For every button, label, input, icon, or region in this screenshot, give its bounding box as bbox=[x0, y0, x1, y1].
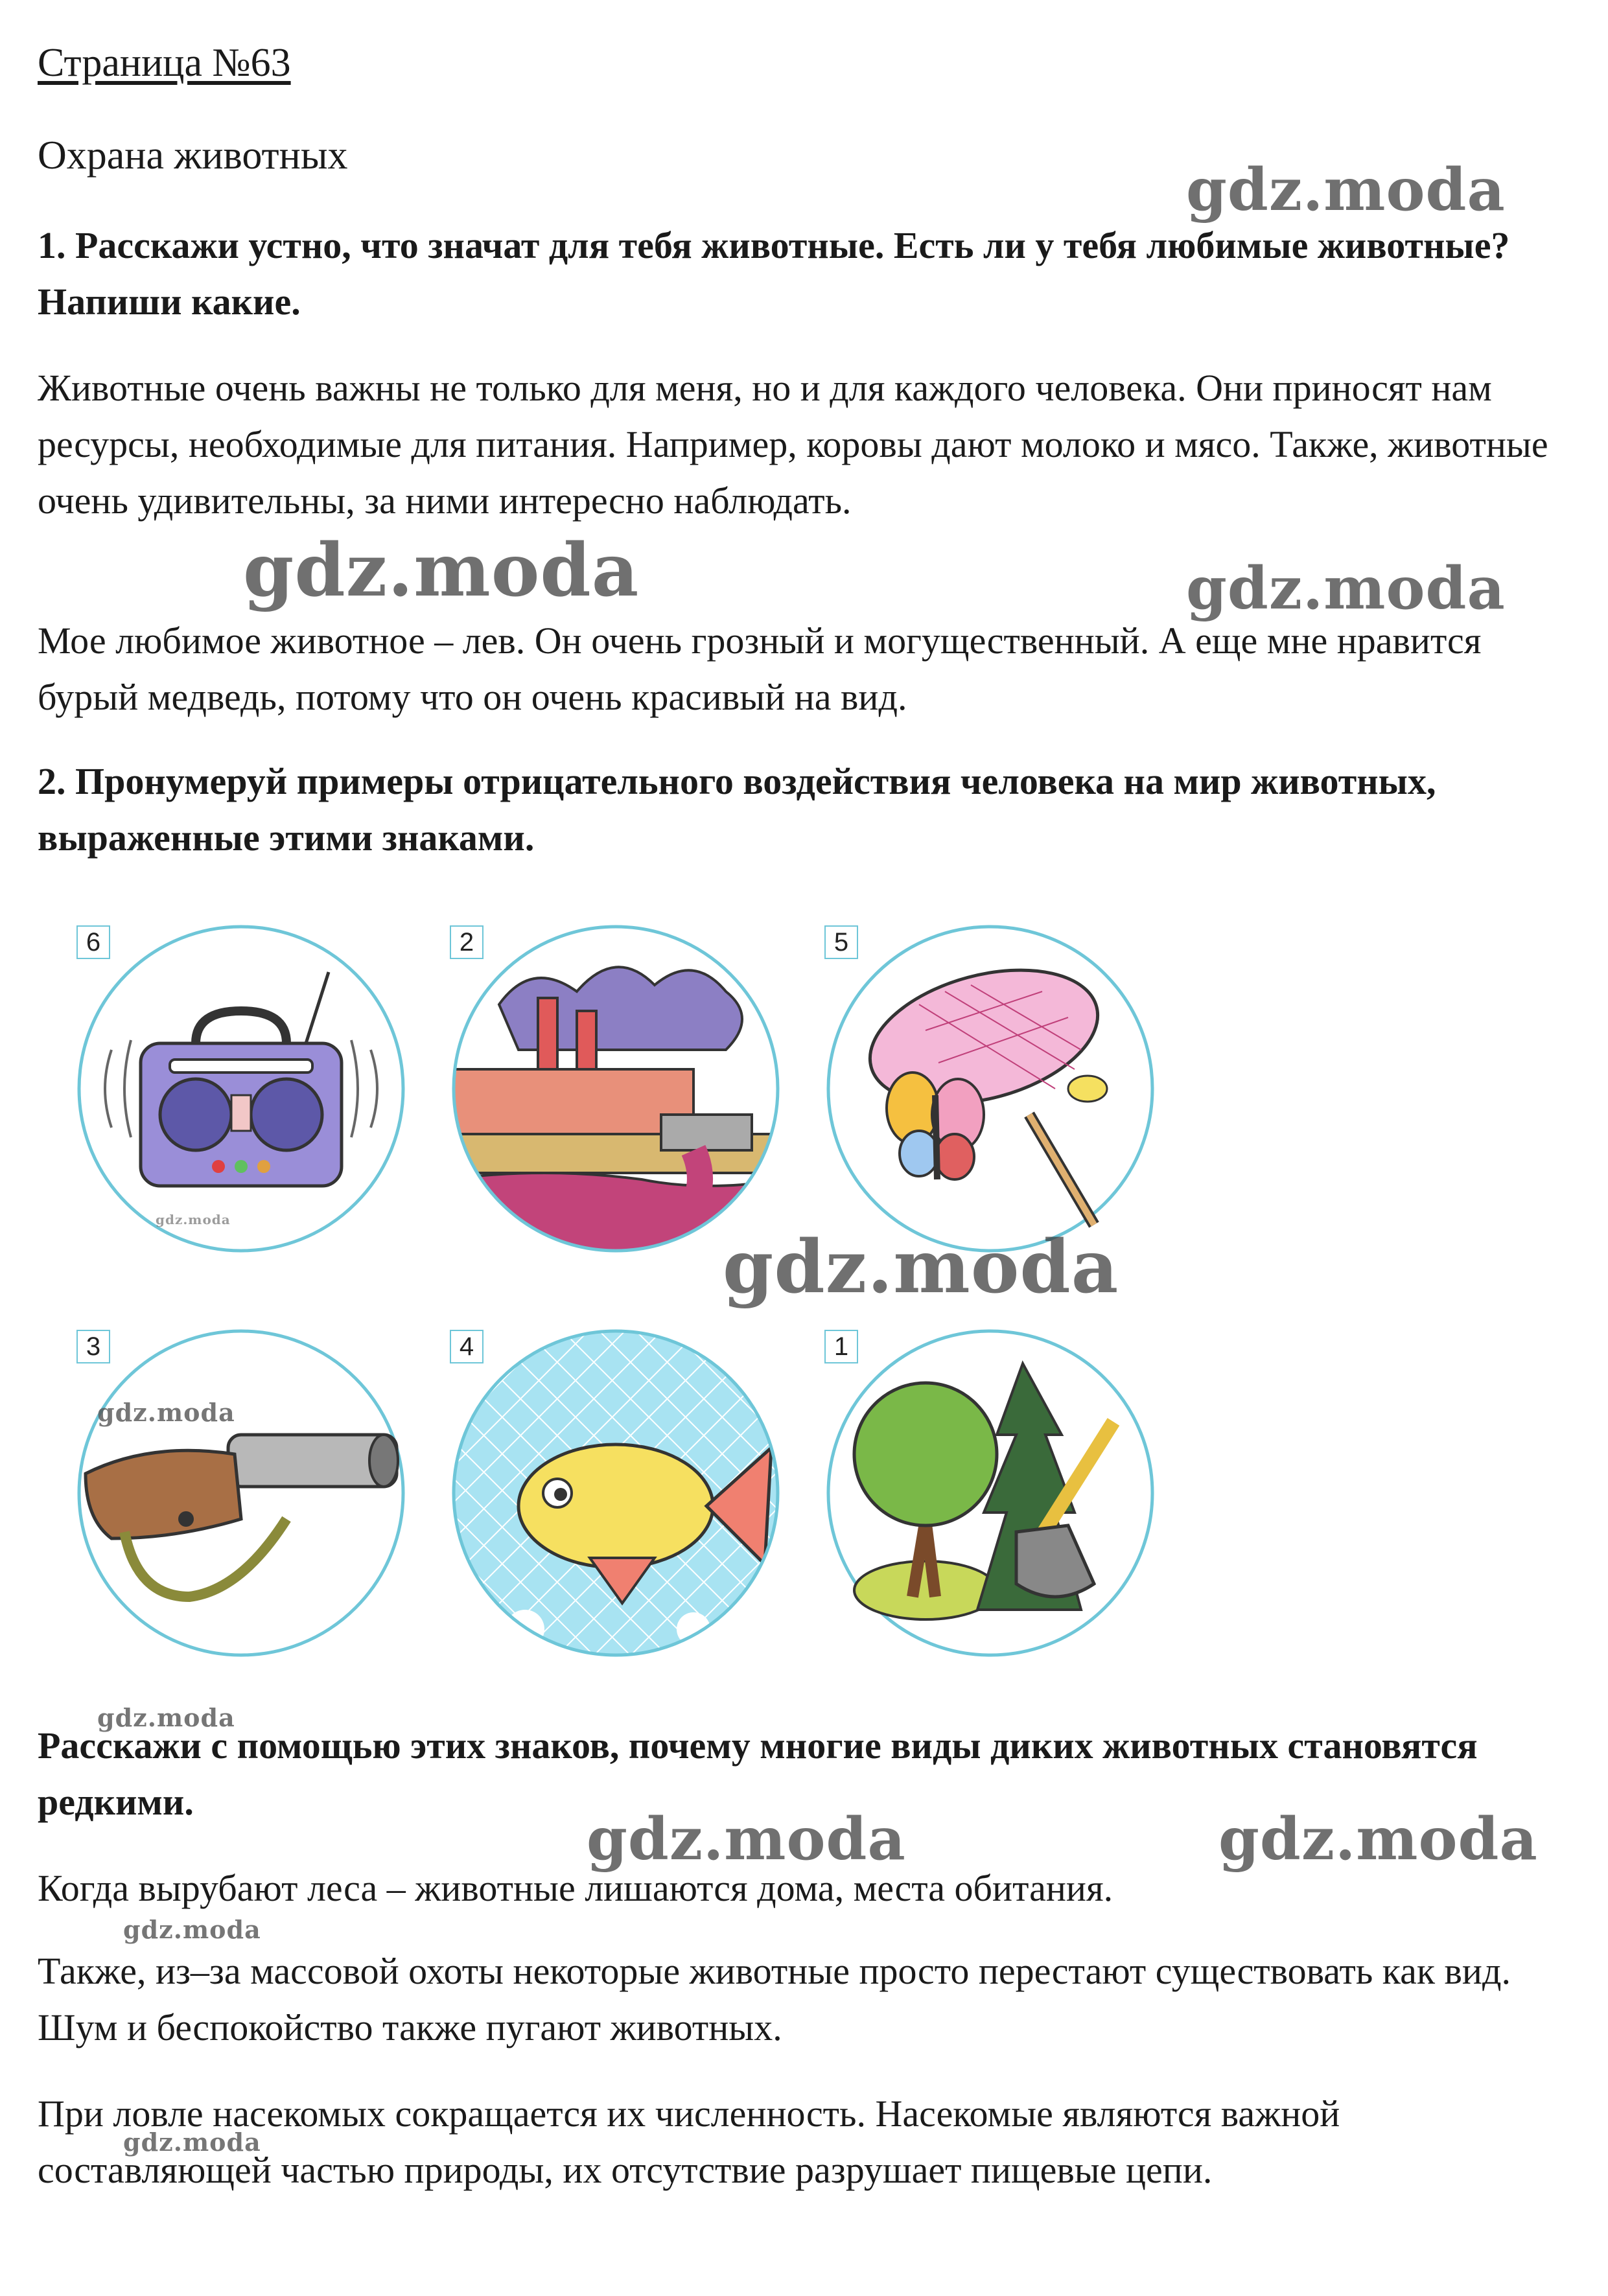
watermark: gdz.moda bbox=[123, 1915, 261, 1944]
factory-pollution-icon bbox=[447, 920, 784, 1257]
deforestation-axe-icon bbox=[822, 1325, 1159, 1662]
watermark: gdz.moda bbox=[1186, 156, 1506, 224]
sign-number-1: 6 bbox=[76, 925, 110, 959]
page-header: Страница №63 bbox=[38, 41, 291, 85]
watermark: gdz.moda bbox=[123, 2128, 261, 2157]
task3-answer-1: Когда вырубают леса – животные лишаются дома, места обитания. bbox=[38, 1867, 1113, 1909]
page-subtitle: Охрана животных bbox=[38, 133, 348, 178]
task1-answer-1: Животные очень важны не только для меня, но и для каждого человека. Они приносят нам ресурсы, необходимые для питания. Например, коровы дают молоко и мясо. Также, животные очень удивительны, за ними интересно наблюдать. bbox=[38, 367, 1548, 522]
task3-answer-2: Также, из–за массовой охоты некоторые животные просто перестают существовать как вид. Шум и беспокойство также пугают животных. bbox=[38, 1950, 1511, 2048]
boombox-noise-icon bbox=[73, 920, 410, 1257]
watermark: gdz.moda bbox=[97, 1398, 235, 1427]
watermark: gdz.moda bbox=[243, 528, 640, 613]
sign-number-3: 5 bbox=[824, 925, 858, 959]
watermark: gdz.moda bbox=[97, 1703, 235, 1732]
watermark: gdz.moda bbox=[723, 1225, 1119, 1310]
task1-question: 1. Расскажи устно, что значат для тебя животные. Есть ли у тебя любимые животные? Напиши какие. bbox=[38, 224, 1510, 323]
sign-number-5: 4 bbox=[450, 1330, 484, 1363]
task1-answer-2: Мое любимое животное – лев. Он очень грозный и могущественный. А еще мне нравится бурый медведь, потому что он очень красивый на вид. bbox=[38, 620, 1482, 718]
watermark: gdz.moda bbox=[1186, 554, 1506, 623]
watermark: gdz.moda bbox=[1218, 1805, 1538, 1873]
task3-question: Расскажи с помощью этих знаков, почему многие виды диких животных становятся редкими. bbox=[38, 1724, 1478, 1823]
watermark: gdz.moda bbox=[156, 1212, 231, 1227]
butterfly-net-icon bbox=[822, 920, 1159, 1257]
fish-in-net-icon bbox=[447, 1325, 784, 1662]
watermark: gdz.moda bbox=[587, 1805, 906, 1873]
sign-number-6: 1 bbox=[824, 1330, 858, 1363]
hunting-rifle-icon bbox=[73, 1325, 410, 1662]
sign-number-2: 2 bbox=[450, 925, 484, 959]
sign-number-4: 3 bbox=[76, 1330, 110, 1363]
task3-answer-3: При ловле насекомых сокращается их численность. Насекомые являются важной составляющей частью природы, их отсутствие разрушает пищевые цепи. bbox=[38, 2093, 1340, 2191]
task2-question: 2. Пронумеруй примеры отрицательного воздействия человека на мир животных, выраженные этими знаками. bbox=[38, 760, 1436, 859]
